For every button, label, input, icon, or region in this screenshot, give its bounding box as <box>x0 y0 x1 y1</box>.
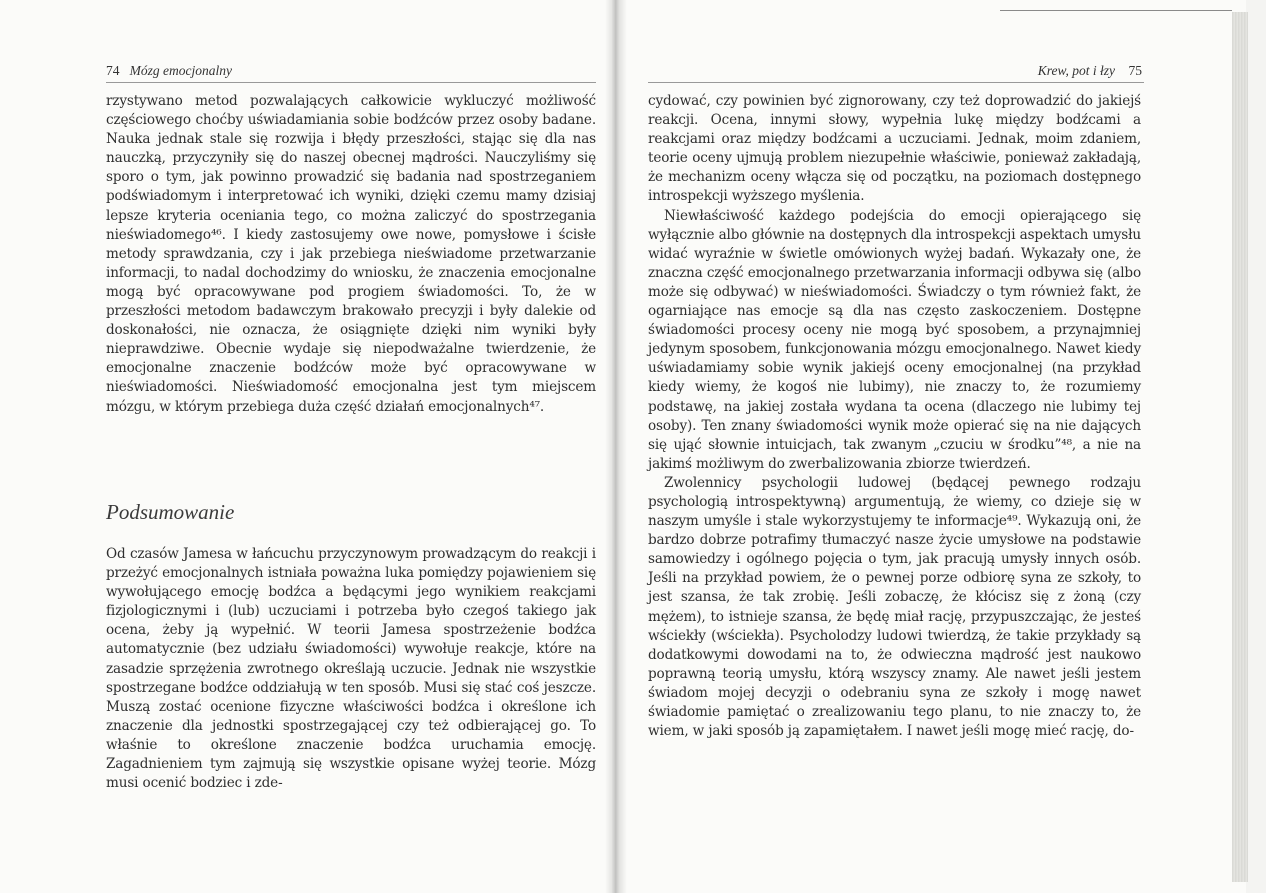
book-gutter <box>605 0 627 893</box>
section-title: Podsumowanie <box>106 500 235 524</box>
scan-edge-line <box>1000 10 1232 11</box>
right-paragraph-2: Niewłaściwość każdego podejścia do emocji opierającego się wyłącznie albo głównie na dostępnych dla introspekcji aspektach umysłu widać wyraźnie w świetle omówionych wyżej badań. Wykazały one, że znaczna część emocjonalnego przetwarzania informacji odbywa się (albo może się odbywać) w nieświadomości. Świadczy o tym również fakt, że ogarniające nas emocje są dla nas często zaskoczeniem. Dostępne świadomości procesy oceny nie mogą być sposobem, a przynajmniej jedynym sposobem, funkcjonowania mózgu emocjonalnego. Nawet kiedy uświadamiamy sobie wynik jakiejś oceny emocjonalnej (na przykład kiedy wiemy, że kogoś nie lubimy), nie znaczy to, że rozumiemy podstawę, na jakiej została wydana ta ocena (dlaczego nie lubimy tej osoby). Ten znany świadomości wynik może opierać się na nie dających się ująć słownie intuicjach, tak zwanym „czuciu w środku”⁴⁸, a nie na jakimś możliwym do zwerbalizowania zbiorze twierdzeń. <box>648 207 1141 472</box>
page-edge <box>1232 12 1248 882</box>
left-header-rule <box>106 82 596 83</box>
right-page-number: 75 <box>1128 63 1142 78</box>
left-page-header <box>106 63 232 79</box>
right-header-rule <box>648 82 1144 83</box>
right-paragraph-3: Zwolennicy psychologii ludowej (będącej pewnego rodzaju psychologią introspektywną) argumentują, że wiemy, co dzieje się w naszym umyśle i stale wykorzystujemy te informacje⁴⁹. Wykazują oni, że bardzo dobrze potrafimy tłumaczyć nasze życie umysłowe na podstawie samowiedzy i ogólnego pojęcia o tym, jak pracują umysły innych osób. Jeśli na przykład powiem, że o pewnej porze odbiorę syna ze szkoły, to jest szansa, że tak zrobię. Jeśli zobaczę, że kłócisz się z żoną (czy mężem), to istnieje szansa, że będę miał rację, przypuszczając, że jesteś wściekły (wściekła). Psycholodzy ludowi twierdzą, że takie przykłady są dodatkowymi dowodami na to, że odwieczna mądrość jest naukowo poprawną teorią umysłu, którą wszyscy znamy. Ale nawet jeśli jestem świadom mojej decyzji o odebraniu syna ze szkoły i mogę nawet świadomie pamiętać o zrealizowaniu tego planu, to nie znaczy to, że wiem, w jaki sposób ją zapamiętałem. I nawet jeśli mogę mieć rację, do- <box>648 474 1141 740</box>
left-paragraph-1: rzystywano metod pozwalających całkowicie wykluczyć możliwość częściowego choćby uświadamiania sobie bodźców przez osoby badane. Nauka jednak stale się rozwija i błędy przeszłości, stając się dla nas nauczką, przyczyniły się do naszej obecnej mądrości. Nauczyliśmy się sporo o tym, jak powinno prowadzić się badania nad spostrzeganiem podświadomym i interpretować ich wyniki, dzięki czemu mamy dzisiaj lepsze kryteria oceniania tego, co można zaliczyć do spostrzegania nieświadomego⁴⁶. I kiedy zastosujemy owe nowe, pomysłowe i ścisłe metody sprawdzania, czy i jak przebiega nieświadome przetwarzanie informacji, to nadal dochodzimy do wniosku, że znaczenia emocjonalne mogą być opracowywane pod progiem świadomości. To, że w przeszłości metodom badawczym brakowało precyzji i były dalekie od doskonałości, nie oznacza, że osiągnięte dzięki nim wyniki były nieprawdziwe. Obecnie wydaje się niepodważalne twierdzenie, że emocjonalne znaczenie bodźców może być opracowywane w nieświadomości. Nieświadomość emocjonalna jest tym miejscem mózgu, w którym przebiega duża część działań emocjonalnych⁴⁷. <box>106 93 596 415</box>
right-paragraph-1: cydować, czy powinien być zignorowany, czy też doprowadzić do jakiejś reakcji. Ocena, innymi słowy, wypełnia lukę między bodźcami a reakcjami oraz między bodźcami a uczuciami. Jednak, moim zdaniem, teorie oceny ujmują problem niezupełnie właściwie, ponieważ zakładają, że mechanizm oceny włącza się od początku, na poziomach dostępnego introspekcji wyższego myślenia. <box>648 93 1141 205</box>
left-body-text-1 <box>106 92 596 417</box>
left-page-number: 74 <box>106 63 120 78</box>
left-paragraph-2: Od czasów Jamesa w łańcuchu przyczynowym prowadzącym do reakcji i przeżyć emocjonalnych istniała poważna luka pomiędzy pojawieniem się wywołującego emocję bodźca a będącymi jego wynikiem reakcjami fizjologicznymi i (lub) uczuciami i potrzeba było czegoś takiego jak ocena, żeby ją wypełnić. W teorii Jamesa spostrzeżenie bodźca automatycznie (bez udziału świadomości) wywołuje reakcje, które na zasadzie sprzężenia zwrotnego określają uczucie. Jednak nie wszystkie spostrzegane bodźce oddziałują w ten sposób. Musi się stać coś jeszcze. Muszą zostać ocenione fizyczne właściwości bodźca i określone ich znaczenie dla jednostki spostrzegającej czy też odbierającej go. To właśnie to określone znaczenie bodźca uruchamia emocję. Zagadnieniem tym zajmują się wszystkie opisane wyżej teorie. Mózg musi ocenić bodziec i zde- <box>106 546 596 792</box>
left-body-text-2 <box>106 545 596 793</box>
right-page-header <box>1038 63 1142 79</box>
right-body-text <box>648 92 1141 741</box>
right-running-title: Krew, pot i łzy <box>1037 63 1115 78</box>
left-running-title: Mózg emocjonalny <box>129 63 232 78</box>
